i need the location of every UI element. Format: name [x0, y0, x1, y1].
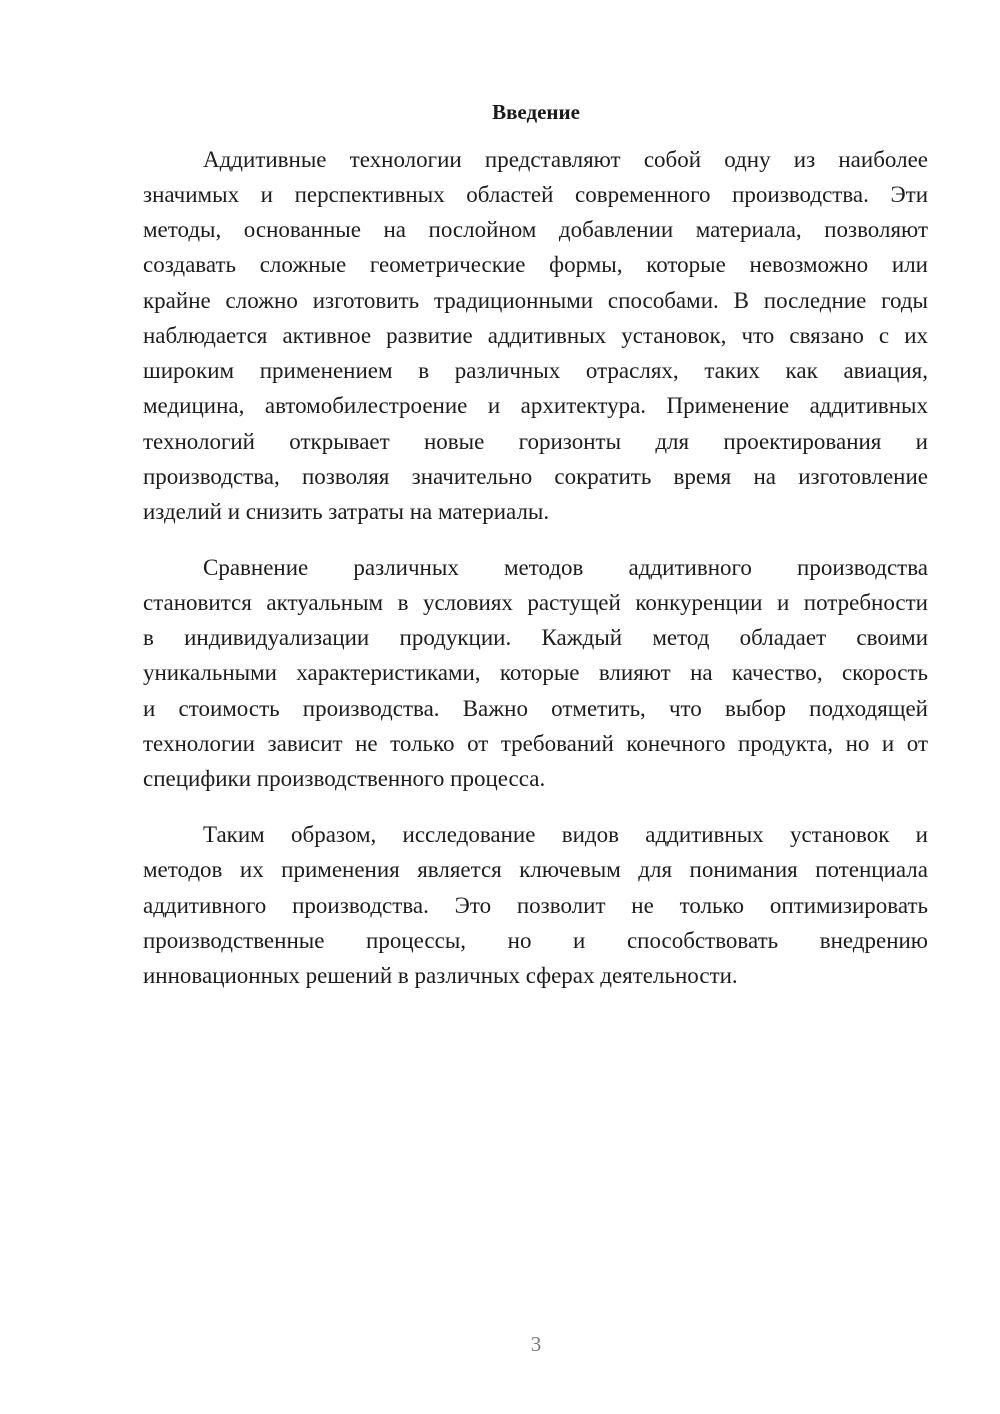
- text-line: медицина, автомобилестроение и архитектура. Применение аддитивных: [143, 393, 928, 418]
- text-line: производства, позволяя значительно сократить время на изготовление: [143, 464, 928, 489]
- text-line: технологий открывает новые горизонты для проектирования и: [143, 429, 928, 454]
- text-line: Аддитивные технологии представляют собой одну из наиболее: [203, 147, 928, 172]
- text-line: методы, основанные на послойном добавлении материала, позволяют: [143, 217, 928, 242]
- text-line: изделий и снизить затраты на материалы.: [143, 499, 550, 524]
- text-line: аддитивного производства. Это позволит не только оптимизировать: [143, 893, 928, 918]
- text-line: производственные процессы, но и способствовать внедрению: [143, 928, 928, 953]
- text-line: методов их применения является ключевым для понимания потенциала: [143, 857, 928, 882]
- page-number: 3: [530, 1332, 542, 1356]
- text-line: становится актуальным в условиях растущей конкуренции и потребности: [143, 590, 928, 615]
- text-line: создавать сложные геометрические формы, которые невозможно или: [143, 252, 928, 277]
- text-line: широким применением в различных отраслях, таких как авиация,: [143, 358, 928, 383]
- text-line: технологии зависит не только от требований конечного продукта, но и от: [143, 731, 928, 756]
- text-line: специфики производственного процесса.: [143, 766, 546, 791]
- text-line: Таким образом, исследование видов аддитивных установок и: [203, 822, 928, 847]
- text-line: значимых и перспективных областей современного производства. Эти: [143, 182, 928, 207]
- text-line: уникальными характеристиками, которые влияют на качество, скорость: [143, 660, 928, 685]
- section-title: Введение: [492, 100, 580, 124]
- text-line: крайне сложно изготовить традиционными способами. В последние годы: [143, 288, 928, 313]
- text-line: и стоимость производства. Важно отметить, что выбор подходящей: [143, 696, 928, 721]
- text-line: в индивидуализации продукции. Каждый метод обладает своими: [143, 625, 928, 650]
- text-line: Сравнение различных методов аддитивного производства: [203, 555, 928, 580]
- text-line: наблюдается активное развитие аддитивных установок, что связано с их: [143, 323, 928, 348]
- text-line: инновационных решений в различных сферах деятельности.: [143, 963, 738, 988]
